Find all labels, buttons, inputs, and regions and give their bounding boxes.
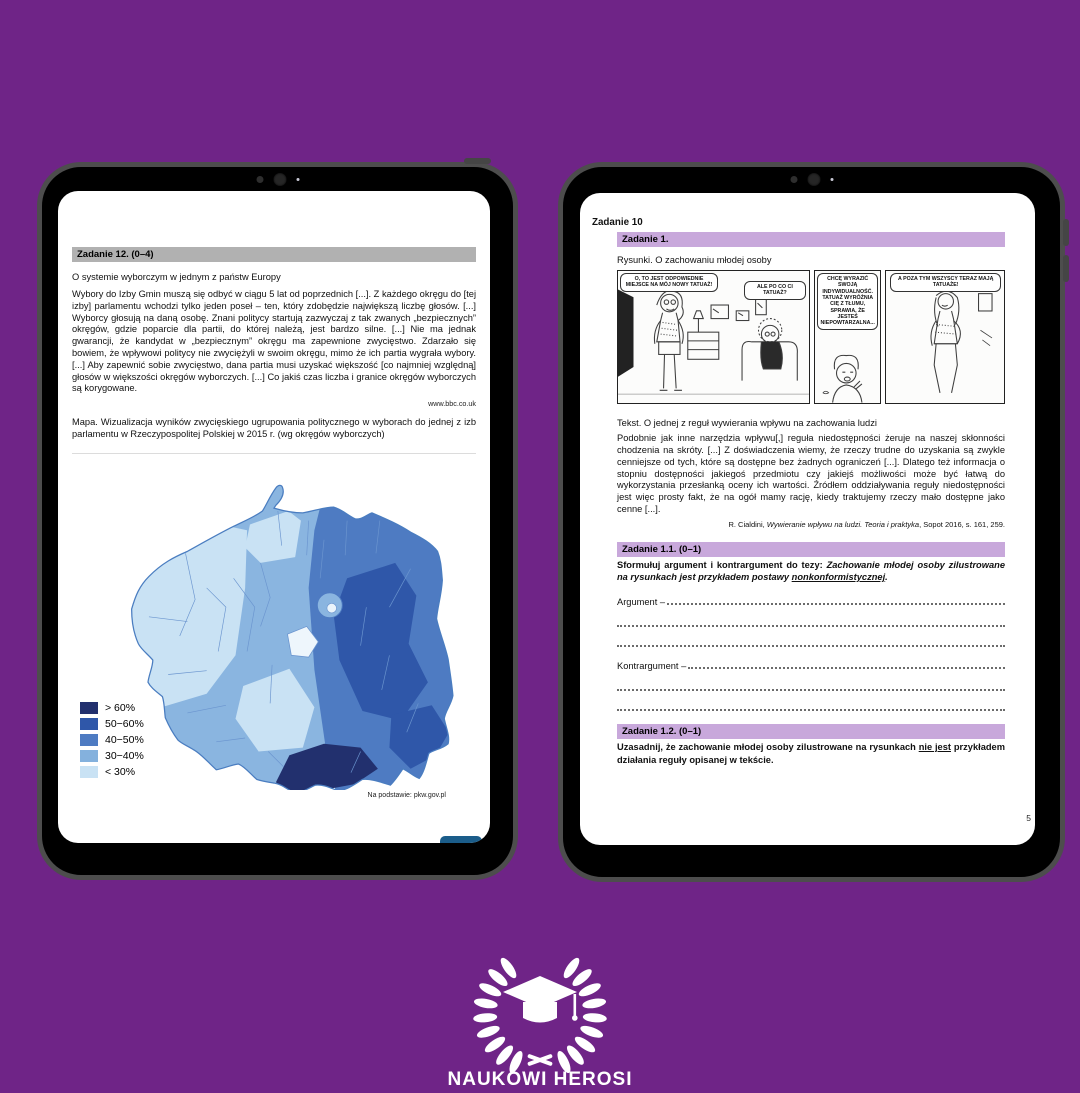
task-header-bar: Zadanie 12. (0–4)	[72, 247, 476, 262]
source-credit: www.bbc.co.uk	[428, 399, 476, 409]
sensor-dot-icon	[790, 176, 797, 183]
brand-name: NAUKOWI HEROSI	[447, 1069, 633, 1088]
exam-page-right	[580, 193, 1035, 845]
map-legend	[80, 698, 144, 778]
argument-answer-line	[617, 597, 1005, 607]
comic-panel-3	[885, 270, 1005, 404]
rule-text-paragraph: Podobnie jak inne narzędzia wpływu[,] reguła niedostępności żeruje na naszej skłonności chodzenia na skróty. [...] Z doświadczenia wiemy, że rzeczy trudne do uzyskania są zwykle cenniejsze od tych, które są dostępne bez żadnych ograniczeń [...]. Dlatego też informacja o stopniu dostępności jakiegoś przedmiotu czy jakiejś możliwości może być łatwą do wykorzystania przesłanką oceny ich wartości. Źródłem oddziaływania reguły niedostępności jest więc prosty fakt, że na ogół mamy rację, kiedy traktujemy rzeczy mało dostępne jako cenne [...].	[617, 433, 1005, 514]
comic-panel-2	[814, 270, 882, 404]
volume-down-button	[1063, 255, 1069, 282]
legend-row	[80, 734, 144, 746]
dotted-answer-line	[617, 671, 1005, 691]
text-caption: Tekst. O jednej z reguł wywierania wpływu na zachowania ludzi	[617, 418, 877, 429]
map-figure	[72, 458, 476, 790]
argument-label: Argument –	[617, 597, 666, 608]
front-camera-icon	[273, 173, 286, 186]
speech-bubble: CHCĘ WYRAZIĆ SWOJĄ INDYWIDUALNOŚĆ. TATUAŻ WYRÓŻNIA CIĘ Z TŁUMU, SPRAWIA, ŻE JESTEŚ NIEPOWTARZALNA...	[817, 273, 879, 330]
citation-details: , Sopot 2016, s. 161, 259.	[919, 519, 1005, 529]
volume-up-button	[1063, 219, 1069, 246]
exam-page-left	[58, 191, 490, 843]
citation	[617, 520, 1005, 529]
tablet-right	[558, 162, 1065, 882]
map-source-credit: Na podstawie: pkw.gov.pl	[367, 791, 446, 799]
task11-header-bar: Zadanie 1.1. (0–1)	[617, 542, 1005, 557]
citation-title: Wywieranie wpływu na ludzi. Teoria i praktyka	[766, 519, 920, 529]
legend-swatch	[80, 702, 98, 714]
map-caption: Mapa. Wizualizacja wyników zwycięskiego ugrupowania politycznego w wyborach do jednej z izb parlamentu w Rzeczypospolitej Polskiej w 2015 r. (wg okręgów wyborczych)	[72, 417, 476, 440]
legend-swatch	[80, 750, 98, 762]
dotted-answer-line	[617, 627, 1005, 647]
graduation-cap-icon	[503, 976, 578, 1023]
ambient-sensor-icon	[830, 178, 833, 181]
dotted-answer-space	[688, 667, 1005, 669]
speech-bubble: O, TO JEST ODPOWIEDNIE MIEJSCE NA MÓJ NOWY TATUAŻ!	[620, 273, 718, 292]
counterargument-label: Kontrargument –	[617, 661, 687, 672]
source-text-paragraph: Wybory do Izby Gmin muszą się odbyć w ciągu 5 lat od poprzednich [...]. Z każdego okręgu do [tej izby] parlamentu wchodzi tylko jeden poseł – ten, który zdobędzie największą liczbę głosów. [...] Wyborcy głosują na daną osobę. Znani politycy startują zazwyczaj z tak zwanych „bezpiecznych” okręgów, gdzie poparcie dla partii, do której należą, jest bardzo silne. [...] Nie ma jednak gwarancji, że kandydat w „bezpiecznym” okręgu ma zapewnione zwycięstwo. Zdarzało się bowiem, że wpływowi politycy nie zwyciężyli w swoim okręgu, mimo że ich partia wygrała wybory. [...] Aby zapewnić sobie zwycięstwo, dana partia musi uzyskać większość [co najmniej względną] głosów w większości okręgów wyborczych. [...] Co jakiś czas liczba i granice okręgów wyborczych są korygowane.	[72, 289, 477, 394]
sensor-dot-icon	[256, 176, 263, 183]
legend-row	[80, 702, 144, 714]
legend-row	[80, 718, 144, 730]
task12-header-bar: Zadanie 1.2. (0–1)	[617, 724, 1005, 739]
legend-swatch	[80, 766, 98, 778]
ambient-sensor-icon	[296, 178, 299, 181]
front-camera-cluster	[256, 167, 299, 191]
tablet-left-screen	[58, 191, 490, 843]
legend-label: < 30%	[105, 765, 136, 778]
front-camera-cluster	[790, 167, 833, 191]
task1-header-bar: Zadanie 1.	[617, 232, 1005, 247]
tablet-left	[37, 162, 518, 880]
task12-prompt: Uzasadnij, że zachowanie młodej osoby zilustrowane na rysunkach nie jest przykładem działania reguły opisanej w tekście.	[617, 742, 1005, 765]
legend-label: 30−40%	[105, 749, 144, 762]
legend-swatch	[80, 718, 98, 730]
tablet-right-screen	[580, 193, 1035, 845]
page-number: 5	[1026, 813, 1031, 823]
speech-bubble: A POZA TYM WSZYSCY TERAZ MAJĄ TATUAŻE!	[890, 273, 1001, 292]
legend-row	[80, 750, 144, 762]
legend-label: 40−50%	[105, 733, 144, 746]
front-camera-icon	[807, 173, 820, 186]
legend-swatch	[80, 734, 98, 746]
comic-panel-1	[617, 270, 810, 404]
power-button	[464, 158, 491, 164]
page-header: Zadanie 10	[592, 217, 643, 228]
dotted-answer-line	[617, 607, 1005, 627]
brand-logo	[445, 938, 635, 1093]
page-footer-tab	[440, 836, 482, 843]
naukowi-herosi-logo	[445, 938, 635, 1088]
legend-label: > 60%	[105, 701, 136, 714]
intro-line: O systemie wyborczym w jednym z państw Europy	[72, 272, 281, 282]
speech-bubble: ALE PO CO CI TATUAŻ?	[744, 281, 806, 300]
counterargument-answer-line	[617, 661, 1005, 671]
citation-author: R. Cialdini,	[728, 519, 767, 529]
dotted-answer-space	[667, 603, 1005, 605]
figures-caption: Rysunki. O zachowaniu młodej osoby	[617, 255, 772, 265]
legend-row	[80, 766, 144, 778]
divider-line	[72, 453, 476, 454]
task11-prompt: Sformułuj argument i kontrargument do tezy: Zachowanie młodej osoby zilustrowane na rysunkach jest przykładem postawy nonkonformistycznej.	[617, 559, 1005, 582]
legend-label: 50−60%	[105, 717, 144, 730]
comic-strip	[617, 270, 1005, 404]
dotted-answer-line	[617, 691, 1005, 711]
